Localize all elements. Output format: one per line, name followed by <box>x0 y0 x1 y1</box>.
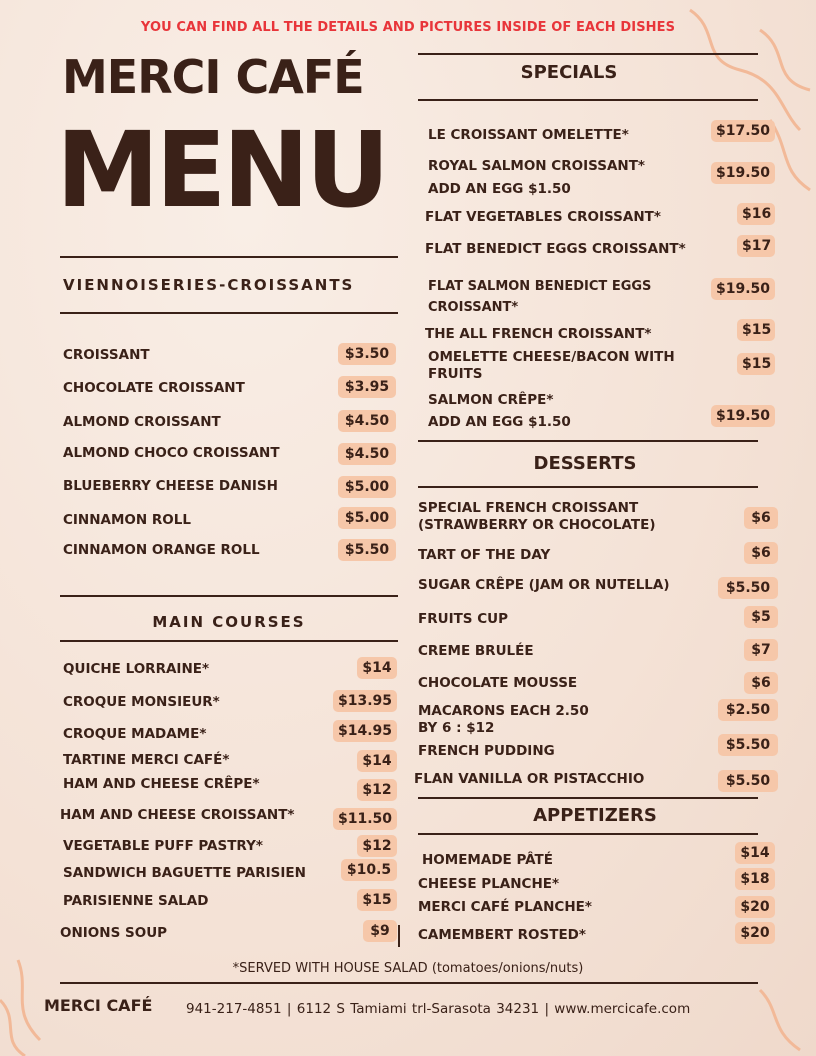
section-title-viennoiseries: VIENNOISERIES-CROISSANTS <box>63 276 355 294</box>
menu-item-price: $5.50 <box>338 539 396 561</box>
menu-item-price: $10.5 <box>341 859 397 881</box>
menu-item-name: OMELETTE CHEESE/BACON WITH <box>428 349 675 365</box>
menu-item-price: $15 <box>737 353 775 375</box>
menu-item-price: $19.50 <box>711 278 775 300</box>
section-title-appetizers: APPETIZERS <box>533 805 657 826</box>
menu-item-price: $14.95 <box>333 720 397 742</box>
menu-item-name: FRENCH PUDDING <box>418 743 555 759</box>
menu-item-price: $13.95 <box>333 690 397 712</box>
divider <box>398 925 400 947</box>
menu-item-name: PARISIENNE SALAD <box>63 893 209 909</box>
menu-item-name: FRUITS CUP <box>418 611 508 627</box>
menu-item-name: SPECIAL FRENCH CROISSANT <box>418 500 639 516</box>
menu-item-price: $6 <box>744 672 778 694</box>
menu-item-subline: CROISSANT* <box>428 300 519 315</box>
menu-item-price: $5 <box>744 606 778 628</box>
footer-brand: MERCI CAFÉ <box>44 996 153 1015</box>
menu-item-price: $9 <box>363 920 397 942</box>
menu-item-name: ALMOND CHOCO CROISSANT <box>63 445 280 461</box>
menu-item-subline: FRUITS <box>428 366 483 382</box>
menu-item-price: $11.50 <box>333 808 397 830</box>
divider <box>60 595 398 597</box>
menu-item-name: ONIONS SOUP <box>60 925 168 941</box>
menu-item-price: $19.50 <box>711 405 775 427</box>
divider <box>418 833 758 835</box>
menu-item-name: FLAT VEGETABLES CROISSANT* <box>425 209 661 225</box>
footer-contact-info: 941-217-4851 | 6112 S Tamiami trl-Sarasota 34231 | www.mercicafe.com <box>186 1001 691 1017</box>
menu-item-price: $4.50 <box>338 410 396 432</box>
menu-item-price: $20 <box>735 922 775 944</box>
menu-item-name: FLAN VANILLA OR PISTACCHIO <box>414 771 645 787</box>
menu-item-name: FLAT SALMON BENEDICT EGGS <box>428 279 652 294</box>
menu-item-name: SANDWICH BAGUETTE PARISIEN <box>63 865 306 881</box>
menu-item-name: CROISSANT <box>63 347 150 363</box>
menu-item-name: CROQUE MADAME* <box>63 726 207 742</box>
menu-item-name: MERCI CAFÉ PLANCHE* <box>418 899 592 915</box>
menu-item-price: $5.50 <box>718 770 778 792</box>
menu-item-name: HAM AND CHEESE CROISSANT* <box>60 807 295 823</box>
menu-item-price: $7 <box>744 639 778 661</box>
menu-item-price: $17.50 <box>711 120 775 142</box>
divider <box>418 440 758 442</box>
menu-item-name: HAM AND CHEESE CRÊPE* <box>63 776 260 792</box>
menu-item-price: $15 <box>737 319 775 341</box>
menu-item-price: $18 <box>735 868 775 890</box>
menu-item-price: $6 <box>744 507 778 529</box>
menu-item-name: CROQUE MONSIEUR* <box>63 694 220 710</box>
menu-item-subline: (STRAWBERRY OR CHOCOLATE) <box>418 517 656 533</box>
menu-item-subline: BY 6 : $12 <box>418 720 495 736</box>
menu-item-price: $3.50 <box>338 343 396 365</box>
menu-item-name: FLAT BENEDICT EGGS CROISSANT* <box>425 241 686 257</box>
section-title-main-courses: MAIN COURSES <box>152 613 306 631</box>
menu-item-price: $2.50 <box>718 699 778 721</box>
menu-item-name: CHOCOLATE MOUSSE <box>418 675 578 691</box>
menu-item-price: $17 <box>737 235 775 257</box>
menu-item-subline: ADD AN EGG $1.50 <box>428 414 571 430</box>
menu-item-name: TART OF THE DAY <box>418 547 551 563</box>
divider <box>60 640 398 642</box>
menu-item-name: VEGETABLE PUFF PASTRY* <box>63 838 263 854</box>
menu-item-name: SUGAR CRÊPE (JAM OR NUTELLA) <box>418 577 670 593</box>
menu-item-name: QUICHE LORRAINE* <box>63 661 210 677</box>
menu-item-price: $20 <box>735 896 775 918</box>
menu-heading: MENU <box>56 109 387 231</box>
menu-item-price: $14 <box>357 750 397 772</box>
menu-item-price: $5.50 <box>718 734 778 756</box>
menu-item-name: BLUEBERRY CHEESE DANISH <box>63 478 278 494</box>
menu-item-subline: ADD AN EGG $1.50 <box>428 181 571 197</box>
divider <box>418 53 758 55</box>
menu-item-name: CAMEMBERT ROSTED* <box>418 927 586 943</box>
menu-item-price: $4.50 <box>338 443 396 465</box>
menu-item-price: $5.50 <box>718 577 778 599</box>
menu-item-name: LE CROISSANT OMELETTE* <box>428 127 629 143</box>
menu-item-name: TARTINE MERCI CAFÉ* <box>63 752 230 768</box>
divider <box>60 312 398 314</box>
menu-item-price: $5.00 <box>338 476 396 498</box>
menu-item-name: THE ALL FRENCH CROISSANT* <box>425 326 652 342</box>
menu-item-price: $3.95 <box>338 376 396 398</box>
menu-item-name: CHEESE PLANCHE* <box>418 876 560 892</box>
house-salad-note: *SERVED WITH HOUSE SALAD (tomatoes/onions/nuts) <box>232 961 584 976</box>
section-title-desserts: DESSERTS <box>533 453 637 474</box>
menu-item-name: CINNAMON ROLL <box>63 512 191 528</box>
menu-item-name: MACARONS EACH 2.50 <box>418 703 589 719</box>
brand-title: MERCI CAFÉ <box>62 50 364 104</box>
menu-item-price: $14 <box>735 842 775 864</box>
divider <box>418 486 758 488</box>
divider <box>418 99 758 101</box>
menu-item-price: $12 <box>357 779 397 801</box>
menu-item-price: $15 <box>357 889 397 911</box>
menu-item-name: CINNAMON ORANGE ROLL <box>63 542 260 558</box>
divider <box>60 256 398 258</box>
menu-item-price: $6 <box>744 542 778 564</box>
details-notice: YOU CAN FIND ALL THE DETAILS AND PICTURES INSIDE OF EACH DISHES <box>140 20 676 35</box>
divider <box>418 797 758 799</box>
menu-item-price: $19.50 <box>711 162 775 184</box>
menu-item-price: $16 <box>737 203 775 225</box>
section-title-specials: SPECIALS <box>520 62 618 83</box>
menu-item-name: SALMON CRÊPE* <box>428 392 554 408</box>
menu-item-name: ALMOND CROISSANT <box>63 414 221 430</box>
menu-item-name: ROYAL SALMON CROISSANT* <box>428 158 645 174</box>
menu-item-name: HOMEMADE PÂTÉ <box>422 852 553 868</box>
footer-divider <box>60 982 758 984</box>
menu-item-price: $5.00 <box>338 507 396 529</box>
menu-item-price: $12 <box>357 835 397 857</box>
menu-item-name: CHOCOLATE CROISSANT <box>63 380 245 396</box>
menu-item-name: CREME BRULÉE <box>418 643 534 659</box>
menu-item-price: $14 <box>357 657 397 679</box>
